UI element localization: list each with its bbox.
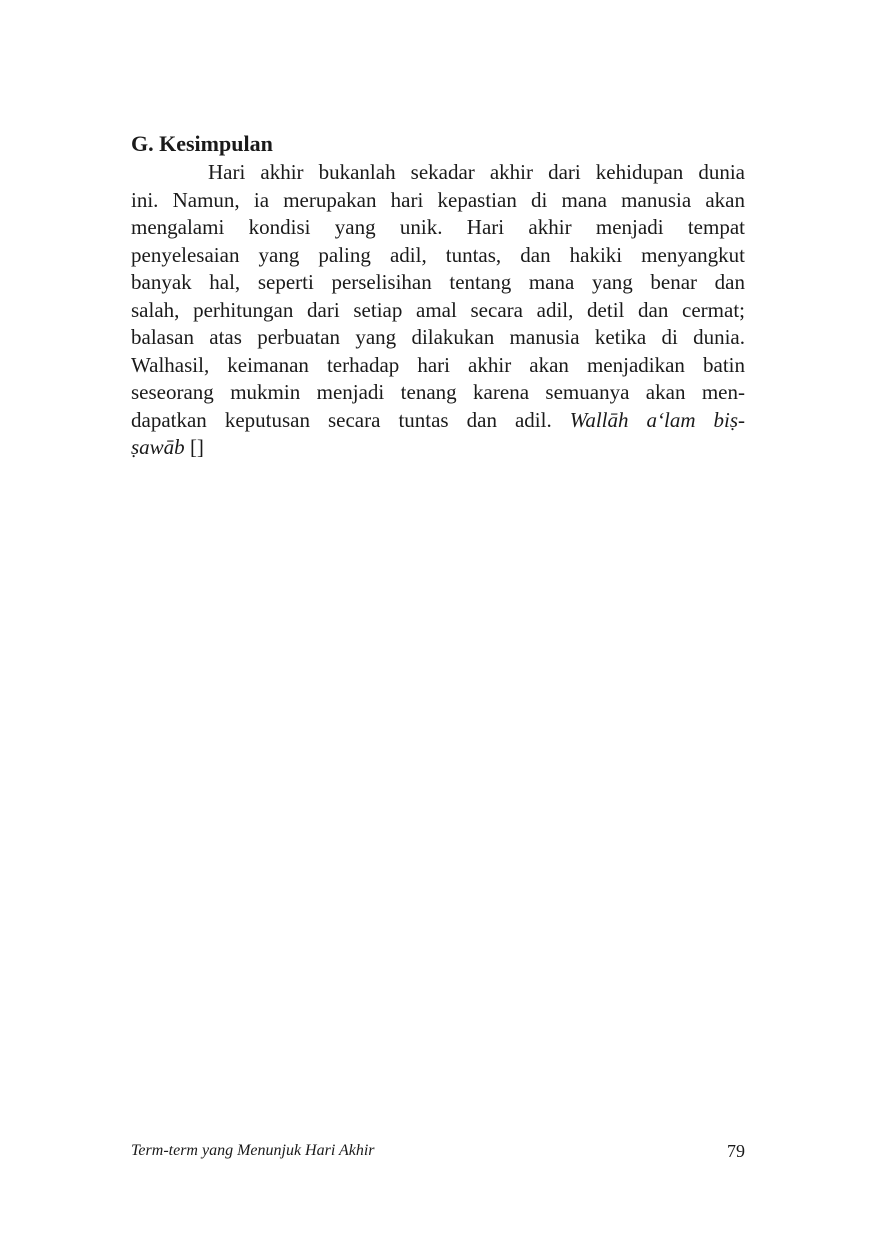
paragraph-line: seseorang mukmin menjadi tenang karena semuanya akan men- (131, 380, 745, 404)
end-mark: [] (189, 435, 204, 459)
paragraph-line: salah, perhitungan dari setiap amal secara adil, detil dan cermat; (131, 297, 745, 322)
body-paragraph (131, 159, 745, 462)
paragraph-line: Hari akhir bukanlah sekadar akhir dari kehidupan dunia (208, 160, 745, 184)
page-number: 79 (727, 1141, 745, 1161)
arabic-phrase: Wallāh a‘lam biṣ- (569, 407, 746, 432)
running-title: Term-term yang Menunjuk Hari Akhir (131, 1142, 375, 1159)
page-content (131, 128, 745, 462)
page-footer (131, 1139, 745, 1163)
paragraph-line (131, 434, 745, 462)
line-text: dapatkan keputusan secara tuntas dan adil. (131, 407, 552, 432)
paragraph-line: penyelesaian yang paling adil, tuntas, dan hakiki menyangkut (131, 242, 745, 267)
paragraph-line: banyak hal, seperti perselisihan tentang mana yang benar dan (131, 270, 745, 294)
paragraph-line: Walhasil, keimanan terhadap hari akhir akan menjadikan batin (131, 352, 745, 377)
section-heading: G. Kesimpulan (131, 131, 273, 156)
arabic-phrase-end: ṣawāb (131, 435, 185, 459)
paragraph-line (131, 407, 745, 435)
paragraph-line: balasan atas perbuatan yang dilakukan manusia ketika di dunia. (131, 325, 745, 349)
paragraph-line: ini. Namun, ia merupakan hari kepastian di mana manusia akan (131, 187, 745, 212)
paragraph-line: mengalami kondisi yang unik. Hari akhir menjadi tempat (131, 215, 745, 239)
